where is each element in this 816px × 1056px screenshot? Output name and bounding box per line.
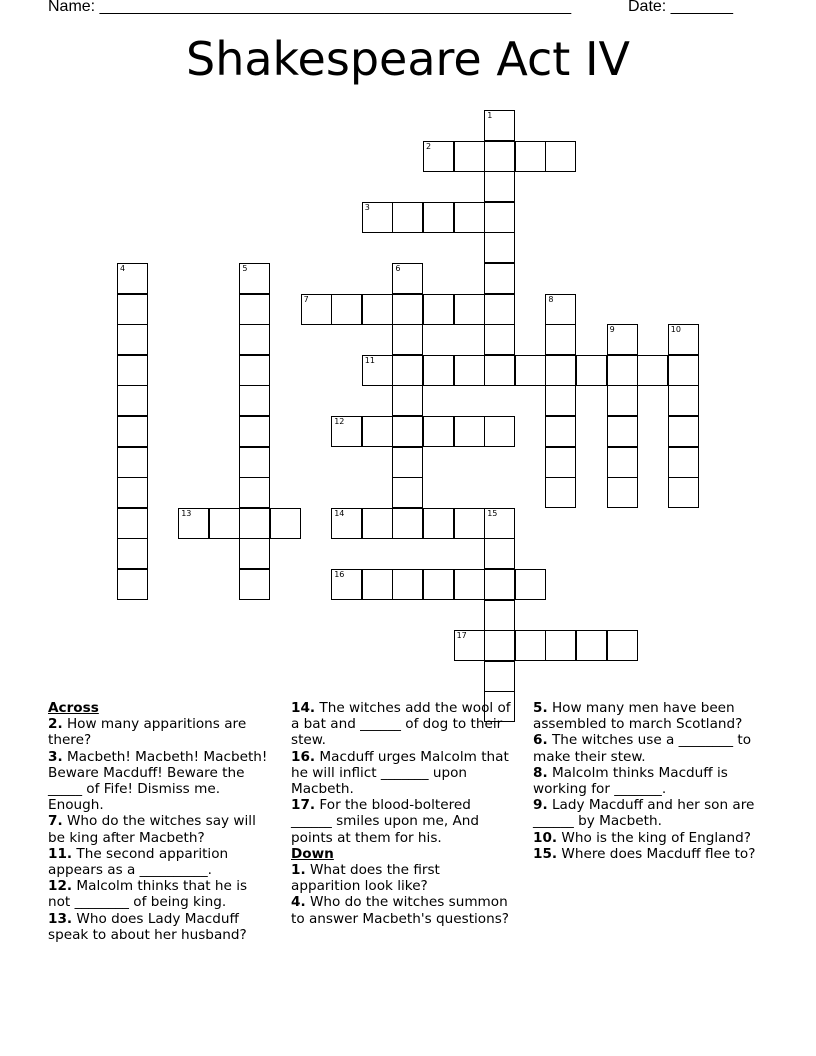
clue-item [533,797,763,829]
grid-cell[interactable] [423,416,454,447]
grid-cell[interactable] [392,569,423,600]
clue-number: 13 [181,508,192,518]
grid-cell[interactable] [484,630,515,661]
clue-item [533,830,763,846]
grid-cell[interactable] [607,385,638,416]
grid-cell[interactable] [117,569,148,600]
grid-cell[interactable] [545,294,576,325]
grid-cell[interactable] [117,416,148,447]
clue-item [48,846,268,878]
grid-cell[interactable] [239,416,270,447]
clue-item-number: 15. [533,845,558,862]
clue-item [533,765,763,797]
clue-item [48,749,268,814]
grid-cell[interactable] [515,569,546,600]
grid-cell[interactable] [454,630,485,661]
clue-item-text: Malcolm thinks Macduff is working for _______. [533,764,728,798]
clue-number: 16 [334,570,345,579]
grid-cell[interactable] [331,416,362,447]
grid-cell[interactable] [668,477,699,508]
grid-cell[interactable] [484,110,515,141]
clue-number: 12 [334,417,345,426]
clue-item-number: 8. [533,764,548,781]
clue-item [48,716,268,748]
clue-item [291,797,513,846]
grid-cell[interactable] [484,263,515,294]
grid-cell[interactable] [117,355,148,386]
clue-item-text: Who do the witches say will be king after Macbeth? [48,813,256,846]
down-heading: Down [291,845,334,862]
clue-item-number: 11. [48,845,73,862]
grid-cell[interactable] [454,202,485,233]
grid-cell[interactable] [362,355,393,386]
clue-number: 9 [609,325,615,335]
grid-cell[interactable] [484,294,515,325]
grid-cell[interactable] [423,202,454,233]
grid-cell[interactable] [668,416,699,447]
grid-cell[interactable] [362,508,393,539]
clue-item-text: Who do the witches summon to answer Macbeth's questions? [291,894,510,927]
grid-cell[interactable] [515,630,546,661]
grid-cell[interactable] [392,477,423,508]
grid-cell[interactable] [392,263,423,294]
grid-cell[interactable] [454,508,485,539]
grid-cell[interactable] [607,447,638,478]
grid-cell[interactable] [423,355,454,386]
grid-cell[interactable] [362,202,393,233]
grid-cell[interactable] [209,508,240,539]
grid-cell[interactable] [239,385,270,416]
grid-cell[interactable] [484,324,515,355]
clue-item-text: How many men have been assembled to march Scotland? [533,700,743,733]
grid-cell[interactable] [484,141,515,172]
clue-item-text: Who is the king of England? [557,829,751,846]
clue-item [291,749,513,798]
grid-cell[interactable] [423,569,454,600]
clue-number: 10 [670,325,681,335]
grid-cell[interactable] [545,477,576,508]
clue-item-text: Macbeth! Macbeth! Macbeth! Beware Macduff! Beware the _____ of Fife! Dismiss me. Enough. [48,748,268,814]
clue-item-text: For the blood-boltered ______ smiles upon me, And points at them for his. [291,797,480,846]
clue-item [533,846,763,862]
grid-cell[interactable] [637,355,668,386]
clue-item [533,732,763,764]
clue-item-number: 6. [533,732,548,749]
grid-cell[interactable] [239,355,270,386]
clue-item-text: What does the first apparition look like? [291,862,440,895]
grid-cell[interactable] [545,447,576,478]
grid-cell[interactable] [239,294,270,325]
clue-item [291,700,513,749]
grid-cell[interactable] [576,355,607,386]
grid-cell[interactable] [484,600,515,631]
clue-item-text: How many apparitions are there? [48,716,247,749]
grid-cell[interactable] [423,141,454,172]
clue-number: 11 [364,355,375,365]
clue-item [533,700,763,732]
grid-cell[interactable] [607,355,638,386]
clue-item-number: 7. [48,813,63,830]
grid-cell[interactable] [423,508,454,539]
clue-number: 15 [487,508,498,518]
grid-cell[interactable] [515,141,546,172]
clue-number: 1 [487,111,493,120]
clue-item-number: 2. [48,716,63,733]
clue-item-text: Who does Lady Macduff speak to about her husband? [48,910,247,943]
grid-cell[interactable] [484,202,515,233]
clue-item [48,878,268,910]
grid-cell[interactable] [484,232,515,263]
grid-cell[interactable] [484,508,515,539]
grid-cell[interactable] [117,324,148,355]
grid-cell[interactable] [668,324,699,355]
clue-number: 7 [303,294,309,304]
grid-cell[interactable] [331,294,362,325]
clue-item [291,862,513,894]
grid-cell[interactable] [239,263,270,294]
grid-cell[interactable] [545,385,576,416]
grid-cell[interactable] [484,416,515,447]
grid-cell[interactable] [484,355,515,386]
grid-cell[interactable] [239,569,270,600]
grid-cell[interactable] [576,630,607,661]
clue-item-text: Malcolm thinks that he is not ________ of being king. [48,878,248,911]
clue-number: 14 [334,508,345,518]
grid-cell[interactable] [392,355,423,386]
grid-cell[interactable] [392,202,423,233]
clue-item [48,911,268,943]
grid-cell[interactable] [239,447,270,478]
grid-cell[interactable] [484,661,515,692]
grid-cell[interactable] [117,385,148,416]
grid-cell[interactable] [423,294,454,325]
grid-cell[interactable] [392,416,423,447]
name-field-label[interactable]: Name: _____________________________________________________ [48,0,572,15]
grid-cell[interactable] [117,538,148,569]
clue-column-2 [291,700,513,927]
clue-item-text: Lady Macduff and her son are ______ by Macbeth. [533,797,755,830]
grid-cell[interactable] [484,171,515,202]
clue-item-number: 16. [291,748,316,765]
clue-number: 5 [242,264,248,273]
grid-cell[interactable] [239,508,270,539]
grid-cell[interactable] [454,294,485,325]
grid-cell[interactable] [239,324,270,355]
clue-number: 4 [120,264,126,273]
clue-item-number: 4. [291,894,306,911]
clue-number: 17 [456,631,467,641]
grid-cell[interactable] [362,416,393,447]
grid-cell[interactable] [392,324,423,355]
grid-cell[interactable] [392,447,423,478]
grid-cell[interactable] [117,447,148,478]
clue-item-number: 10. [533,829,558,846]
clue-item-text: The second apparition appears as a __________. [48,845,229,879]
grid-cell[interactable] [668,385,699,416]
clue-item-number: 17. [291,797,316,814]
grid-cell[interactable] [239,477,270,508]
grid-cell[interactable] [484,569,515,600]
grid-cell[interactable] [362,569,393,600]
grid-cell[interactable] [454,141,485,172]
grid-cell[interactable] [270,508,301,539]
clue-number: 8 [548,294,554,304]
grid-cell[interactable] [454,569,485,600]
clue-number: 2 [426,141,432,151]
grid-cell[interactable] [239,538,270,569]
clue-item-text: Where does Macduff flee to? [557,845,756,862]
grid-cell[interactable] [392,294,423,325]
clue-item-text: Macduff urges Malcolm that he will inflict _______ upon Macbeth. [291,748,509,798]
grid-cell[interactable] [668,447,699,478]
grid-cell[interactable] [515,355,546,386]
grid-cell[interactable] [545,630,576,661]
clue-column-3 [533,700,763,862]
clue-item-number: 1. [291,862,306,879]
page-title: Shakespeare Act IV [186,32,630,86]
grid-cell[interactable] [301,294,332,325]
grid-cell[interactable] [454,416,485,447]
clue-item-number: 14. [291,700,316,716]
clue-number: 3 [364,202,370,212]
grid-cell[interactable] [392,385,423,416]
grid-cell[interactable] [545,416,576,447]
grid-cell[interactable] [668,355,699,386]
grid-cell[interactable] [117,477,148,508]
date-field-label[interactable]: Date: _______ [628,0,733,15]
grid-cell[interactable] [484,538,515,569]
grid-cell[interactable] [362,294,393,325]
grid-cell[interactable] [607,477,638,508]
clue-item-number: 3. [48,748,63,765]
grid-cell[interactable] [545,355,576,386]
clue-item-number: 12. [48,878,73,895]
grid-cell[interactable] [545,324,576,355]
clue-item-number: 9. [533,797,548,814]
grid-cell[interactable] [117,508,148,539]
grid-cell[interactable] [607,324,638,355]
clue-item-text: The witches use a ________ to make their stew. [533,732,752,765]
clue-number: 6 [395,264,401,273]
grid-cell[interactable] [331,569,362,600]
grid-cell[interactable] [392,508,423,539]
across-heading: Across [48,700,99,716]
grid-cell[interactable] [178,508,209,539]
clue-item-text: The witches add the wool of a bat and ______ of dog to their stew. [291,700,511,749]
grid-cell[interactable] [607,630,638,661]
grid-cell[interactable] [117,294,148,325]
clue-item-number: 13. [48,910,73,927]
grid-cell[interactable] [454,355,485,386]
clue-item-number: 5. [533,700,548,716]
grid-cell[interactable] [545,141,576,172]
clue-item [48,813,268,845]
clue-column-1 [48,700,268,943]
grid-cell[interactable] [607,416,638,447]
grid-cell[interactable] [117,263,148,294]
clue-item [291,894,513,926]
grid-cell[interactable] [331,508,362,539]
